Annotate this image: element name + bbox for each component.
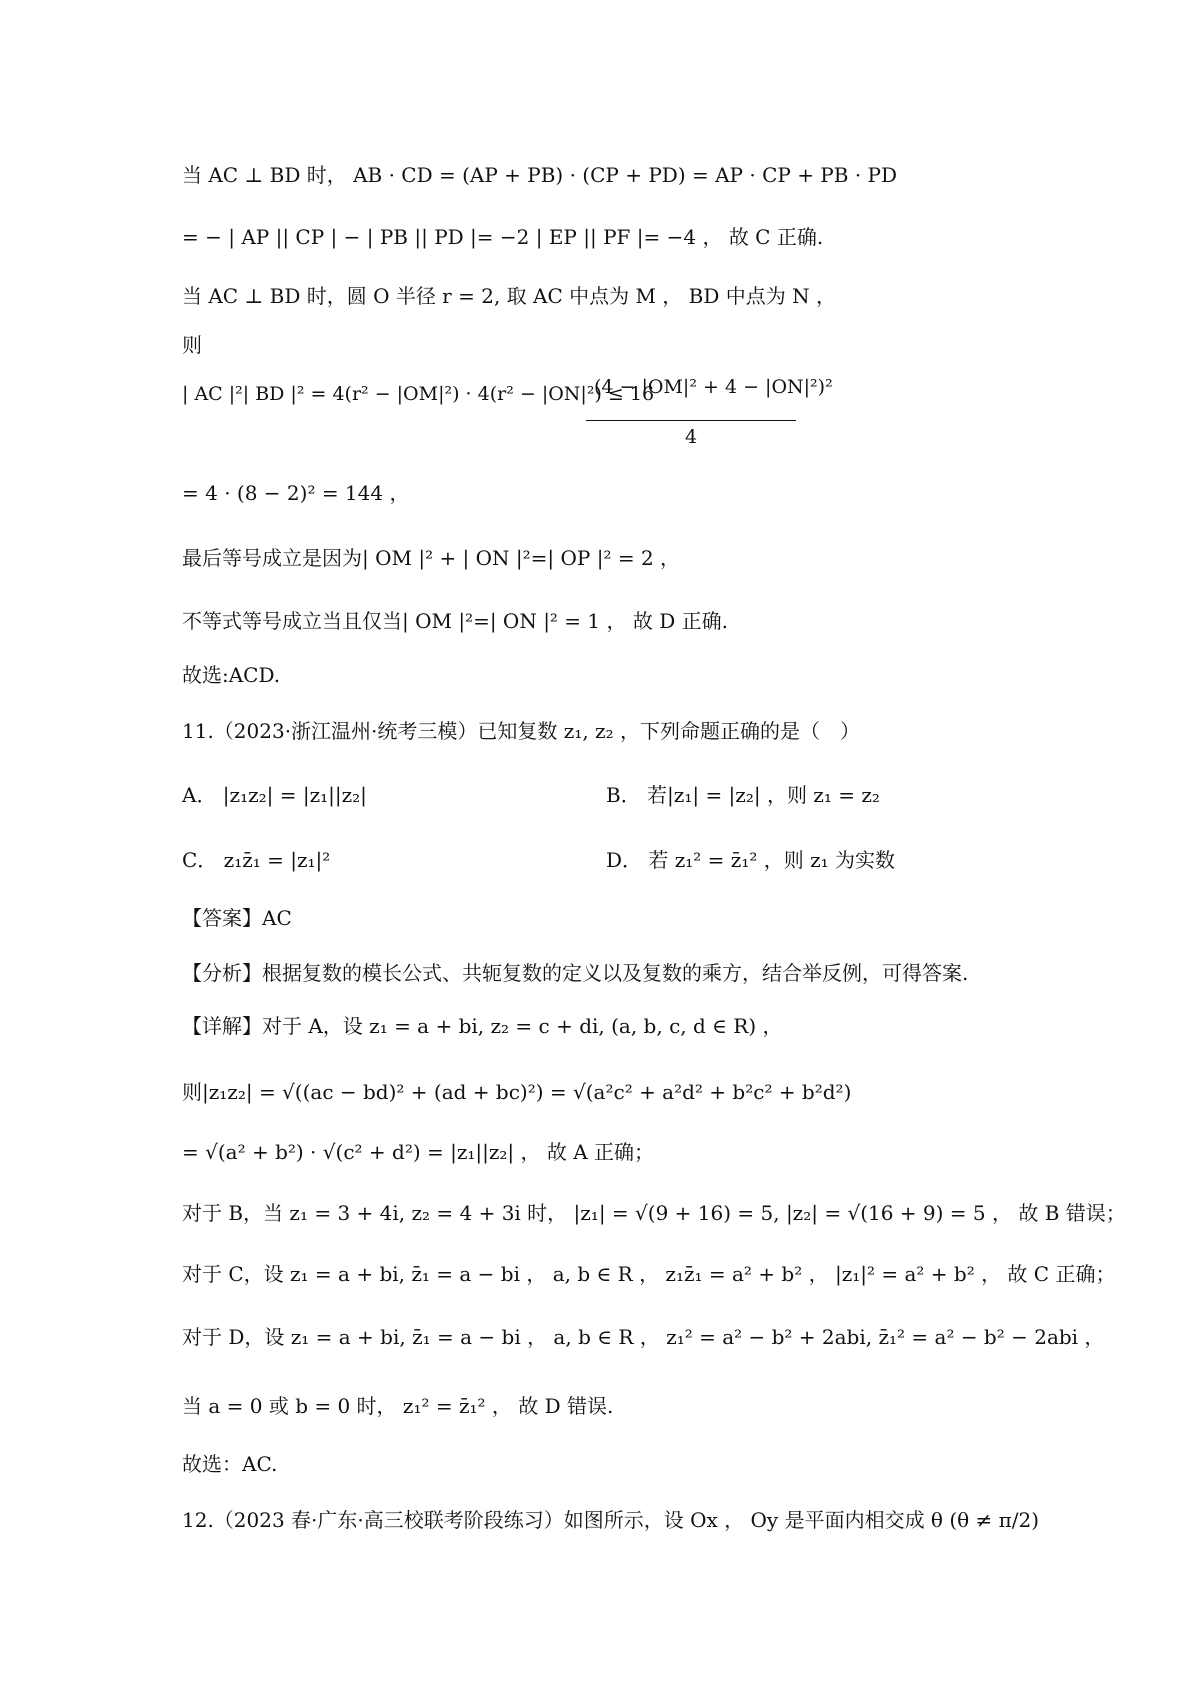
option-b: B． 若|z₁| = |z₂| ，则 z₁ = z₂	[606, 783, 880, 807]
math-line-7: 最后等号成立是因为| OM |² + | ON |²=| OP |² = 2 ，	[182, 546, 681, 570]
detail-c: 对于 C，设 z₁ = a + bi, z̄₁ = a − bi ， a, b ∈ R ， z₁z̄₁ = a² + b² ， |z₁|² = a² + b² ， 故 C 正确；	[182, 1262, 1116, 1286]
option-a: A． |z₁z₂| = |z₁||z₂|	[182, 783, 367, 807]
detail-d-2: 当 a = 0 或 b = 0 时， z₁² = z̄₁² ， 故 D 错误.	[182, 1394, 614, 1418]
answer-acd: 故选:ACD.	[182, 663, 281, 687]
fraction-numerator: (4 − |OM|² + 4 − |ON|²)²	[594, 376, 833, 398]
analysis-label: 【分析】根据复数的模长公式、共轭复数的定义以及复数的乘方，结合举反例，可得答案.	[182, 961, 969, 985]
math-line-2: = − | AP || CP | − | PB || PD |= −2 | EP || PF |= −4 ， 故 C 正确.	[182, 225, 824, 249]
fraction-bar	[586, 420, 796, 421]
detail-a-2: 则|z₁z₂| = √((ac − bd)² + (ad + bc)²) = √(a²c² + a²d² + b²c² + b²d²)	[182, 1080, 852, 1104]
math-line-3: 当 AC ⊥ BD 时，圆 O 半径 r = 2, 取 AC 中点为 M ， BD 中点为 N ，	[182, 284, 836, 308]
answer-ac: 故选：AC.	[182, 1452, 278, 1476]
detail-b: 对于 B，当 z₁ = 3 + 4i, z₂ = 4 + 3i 时， |z₁| = √(9 + 16) = 5, |z₂| = √(16 + 9) = 5 ， 故 B 错误；	[182, 1201, 1126, 1225]
math-line-6: = 4 · (8 − 2)² = 144 ，	[182, 481, 410, 505]
question-11: 11.（2023·浙江温州·统考三模）已知复数 z₁, z₂ ，下列命题正确的是（ ）	[182, 719, 860, 743]
math-line-1: 当 AC ⊥ BD 时， AB · CD = (AP + PB) · (CP + PD) = AP · CP + PB · PD	[182, 163, 898, 187]
option-d: D． 若 z₁² = z̄₁² ，则 z₁ 为实数	[606, 848, 895, 872]
fraction-denominator: 4	[685, 426, 698, 448]
inequality-left: | AC |²| BD |² = 4(r² − |OM|²) · 4(r² − |ON|²) ≤ 16	[182, 383, 655, 405]
math-line-4: 则	[182, 333, 202, 357]
question-12: 12.（2023 春·广东·高三校联考阶段练习）如图所示，设 Ox ， Oy 是平面内相交成 θ (θ ≠ π/2)	[182, 1508, 1040, 1532]
detail-a-3: = √(a² + b²) · √(c² + d²) = |z₁||z₂| ， 故 A 正确；	[182, 1140, 655, 1164]
math-line-8: 不等式等号成立当且仅当| OM |²=| ON |² = 1 ， 故 D 正确.	[182, 609, 728, 633]
detail-d: 对于 D，设 z₁ = a + bi, z̄₁ = a − bi ， a, b ∈ R ， z₁² = a² − b² + 2abi, z̄₁² = a² − b² − 2abi ，	[182, 1325, 1105, 1349]
detail-a: 【详解】对于 A，设 z₁ = a + bi, z₂ = c + di, (a, b, c, d ∈ R) ，	[182, 1014, 783, 1038]
option-c: C． z₁z̄₁ = |z₁|²	[182, 848, 331, 872]
answer-label: 【答案】AC	[182, 906, 292, 930]
